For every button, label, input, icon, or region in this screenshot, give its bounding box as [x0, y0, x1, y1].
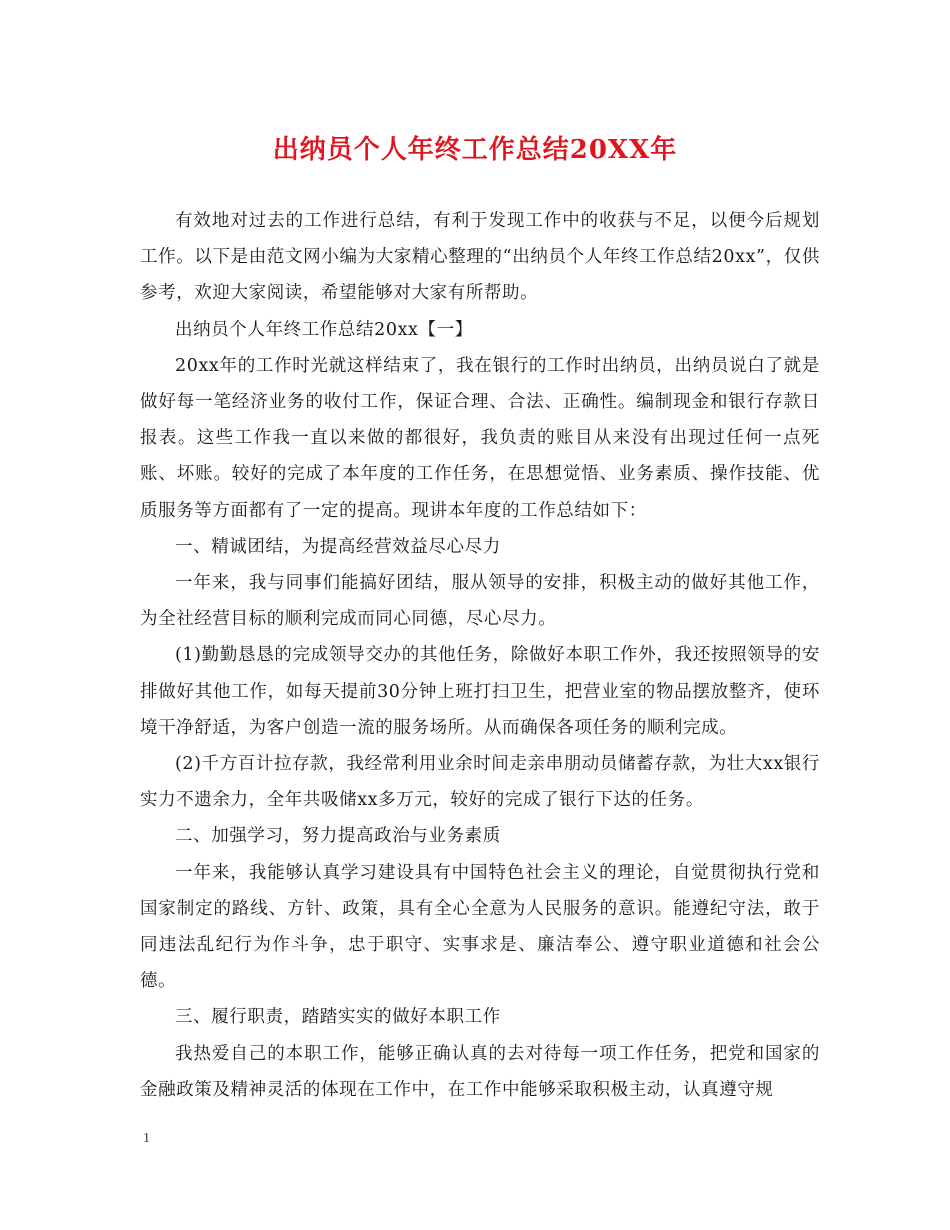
paragraph-intro: 有效地对过去的工作进行总结，有利于发现工作中的收获与不足，以便今后规划工作。以下是由范文网小编为大家精心整理的“出纳员个人年终工作总结20xx”，仅供参考，欢迎大家阅读，希望能够对大家有所帮助。: [140, 211, 820, 304]
paragraph-item-1: (1)勤勤恳恳的完成领导交办的其他任务，除做好本职工作外，我还按照领导的安排做好其他工作，如每天提前30分钟上班打扫卫生，把营业室的物品摆放整齐，使环境干净舒适，为客户创造一流的服务场所。从而确保各项任务的顺利完成。: [140, 645, 820, 738]
paragraph-duty: 我热爱自己的本职工作，能够正确认真的去对待每一项工作任务，把党和国家的金融政策及精神灵活的体现在工作中，在工作中能够采取积极主动，认真遵守规: [140, 1043, 820, 1100]
section-heading-part-one: 出纳员个人年终工作总结20xx【一】: [175, 319, 473, 340]
page-number: 1: [143, 1131, 150, 1146]
paragraph-item-2: (2)千方百计拉存款，我经常利用业余时间走亲串朋动员储蓄存款，为壮大xx银行实力不遗余力，全年共吸储xx多万元，较好的完成了银行下达的任务。: [140, 754, 820, 811]
document-body: [140, 203, 820, 1108]
section-heading-study: 二、加强学习，努力提高政治与业务素质: [175, 826, 501, 847]
paragraph-overview: 20xx年的工作时光就这样结束了，我在银行的工作时出纳员，出纳员说白了就是做好每一笔经济业务的收付工作，保证合理、合法、正确性。编制现金和银行存款日报表。这些工作我一直以来做的都很好，我负责的账目从来没有出现过任何一点死账、坏账。较好的完成了本年度的工作任务，在思想觉悟、业务素质、操作技能、优质服务等方面都有了一定的提高。现讲本年度的工作总结如下：: [140, 355, 820, 521]
paragraph-study: 一年来，我能够认真学习建设具有中国特色社会主义的理论，自觉贯彻执行党和国家制定的路线、方针、政策，具有全心全意为人民服务的意识。能遵纪守法，敢于同违法乱纪行为作斗争，忠于职守、实事求是、廉洁奉公、遵守职业道德和社会公德。: [140, 862, 820, 992]
document-title: 出纳员个人年终工作总结20XX年: [272, 135, 678, 165]
section-heading-unity: 一、精诚团结，为提高经营效益尽心尽力: [175, 536, 501, 557]
section-heading-duty: 三、履行职责，踏踏实实的做好本职工作: [175, 1007, 501, 1028]
paragraph-unity: 一年来，我与同事们能搞好团结，服从领导的安排，积极主动的做好其他工作，为全社经营目标的顺利完成而同心同德，尽心尽力。: [140, 573, 820, 630]
